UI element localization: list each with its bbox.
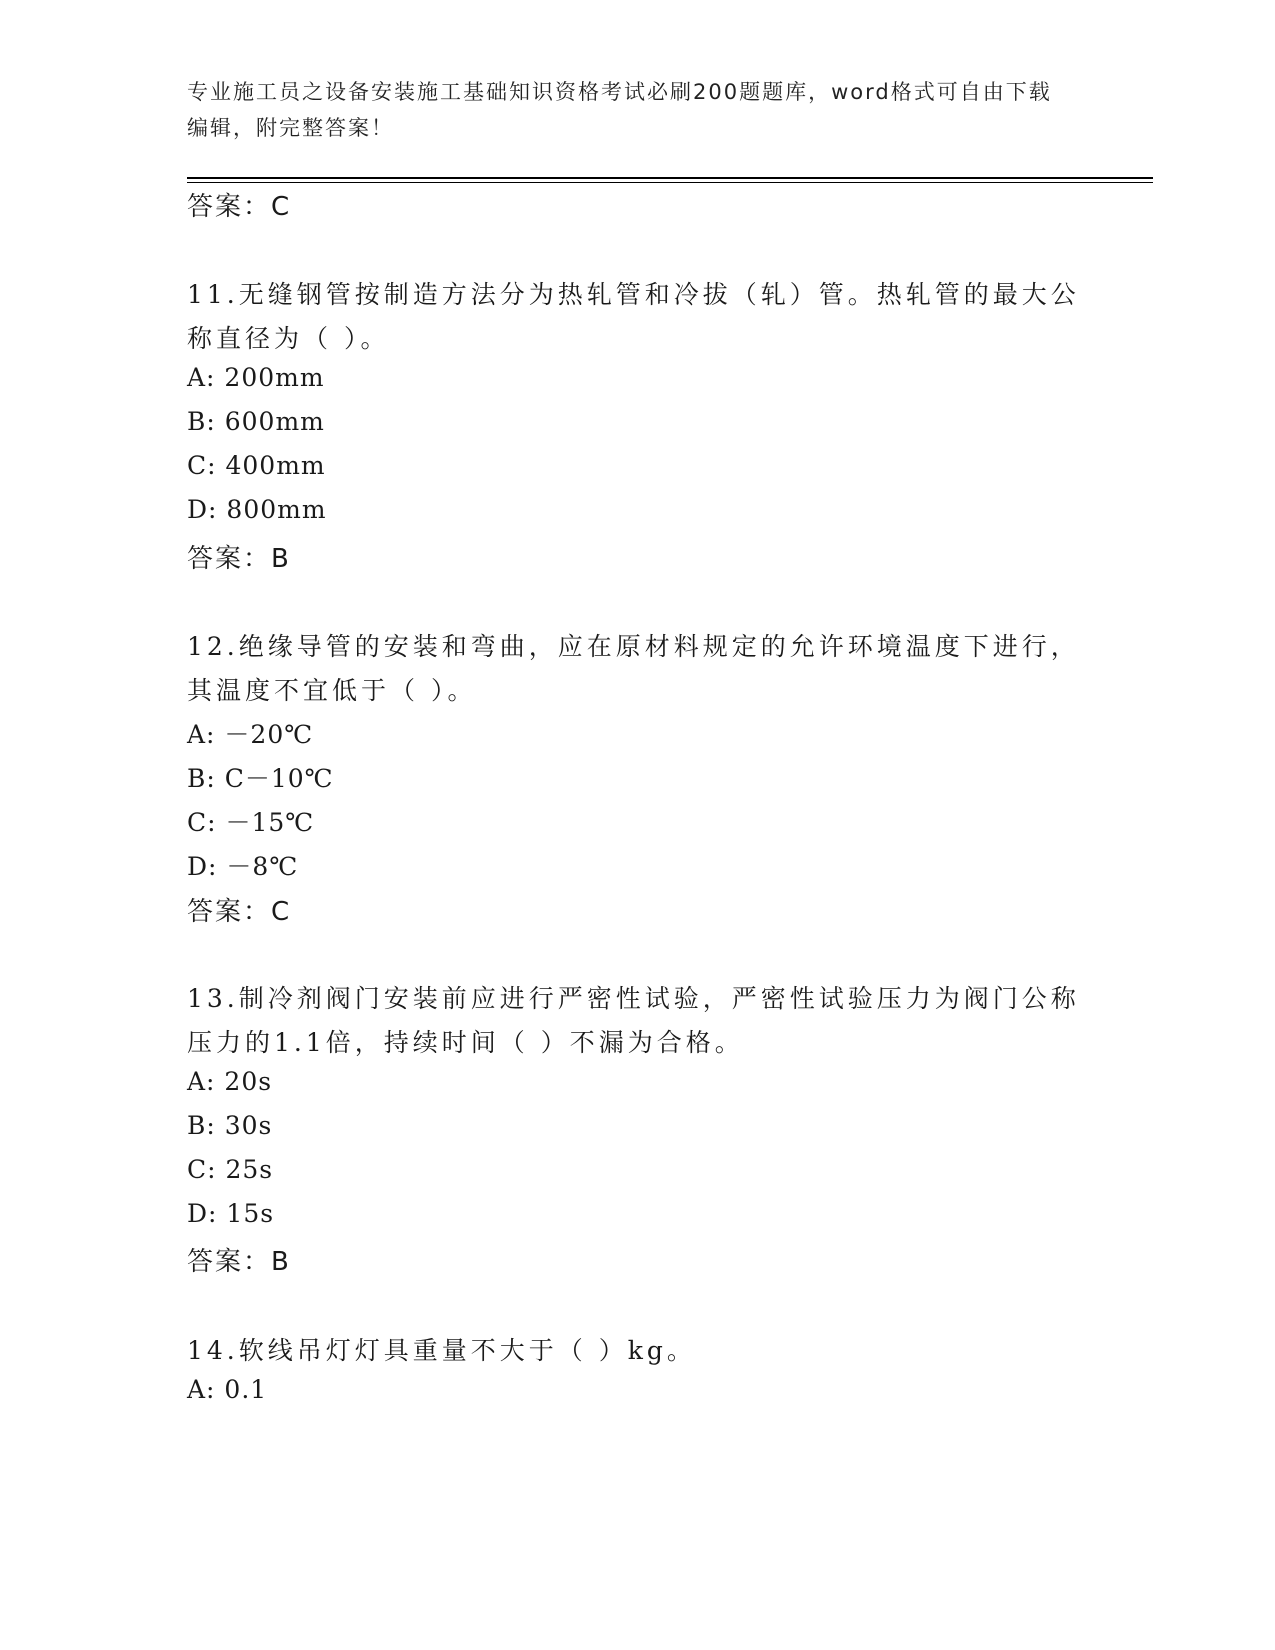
header-rule-thick	[187, 177, 1153, 179]
question-13-option-d: D: 15s	[187, 1199, 275, 1228]
question-13-option-a: A: 20s	[187, 1067, 273, 1096]
question-11-line-2: 称直径为（ ）。	[187, 324, 390, 353]
question-12-line-2: 其温度不宜低于（ ）。	[187, 676, 477, 705]
question-11-option-a: A: 200mm	[187, 363, 325, 392]
question-12-option-b: B: C－10℃	[187, 764, 334, 793]
question-13-line-1: 13.制冷剂阀门安装前应进行严密性试验，严密性试验压力为阀门公称	[187, 984, 1080, 1013]
question-13-option-b: B: 30s	[187, 1111, 273, 1140]
question-14-line-1: 14.软线吊灯灯具重量不大于（ ）kg。	[187, 1336, 696, 1365]
question-12-option-a: A: －20℃	[187, 720, 314, 749]
question-11-option-d: D: 800mm	[187, 495, 327, 524]
question-12-option-c: C: －15℃	[187, 808, 315, 837]
question-13-answer: 答案：B	[187, 1247, 291, 1277]
question-12-answer: 答案：C	[187, 897, 292, 927]
question-12-option-d: D: －8℃	[187, 852, 299, 881]
question-13-line-2: 压力的1.1倍，持续时间（ ）不漏为合格。	[187, 1028, 744, 1057]
question-11-line-1: 11.无缝钢管按制造方法分为热轧管和冷拔（轧）管。热轧管的最大公	[187, 280, 1080, 309]
question-11-option-b: B: 600mm	[187, 407, 325, 436]
question-11-option-c: C: 400mm	[187, 451, 326, 480]
answer-line: 答案：C	[187, 192, 292, 222]
header-rule-thin	[187, 182, 1153, 183]
question-14-option-a: A: 0.1	[187, 1375, 268, 1404]
document-header: 专业施工员之设备安装施工基础知识资格考试必刷200题题库，word格式可自由下载编辑，附完整答案！	[187, 80, 1052, 140]
question-11-answer: 答案：B	[187, 544, 291, 574]
question-13-option-c: C: 25s	[187, 1155, 274, 1184]
question-12-line-1: 12.绝缘导管的安装和弯曲，应在原材料规定的允许环境温度下进行，	[187, 632, 1080, 661]
